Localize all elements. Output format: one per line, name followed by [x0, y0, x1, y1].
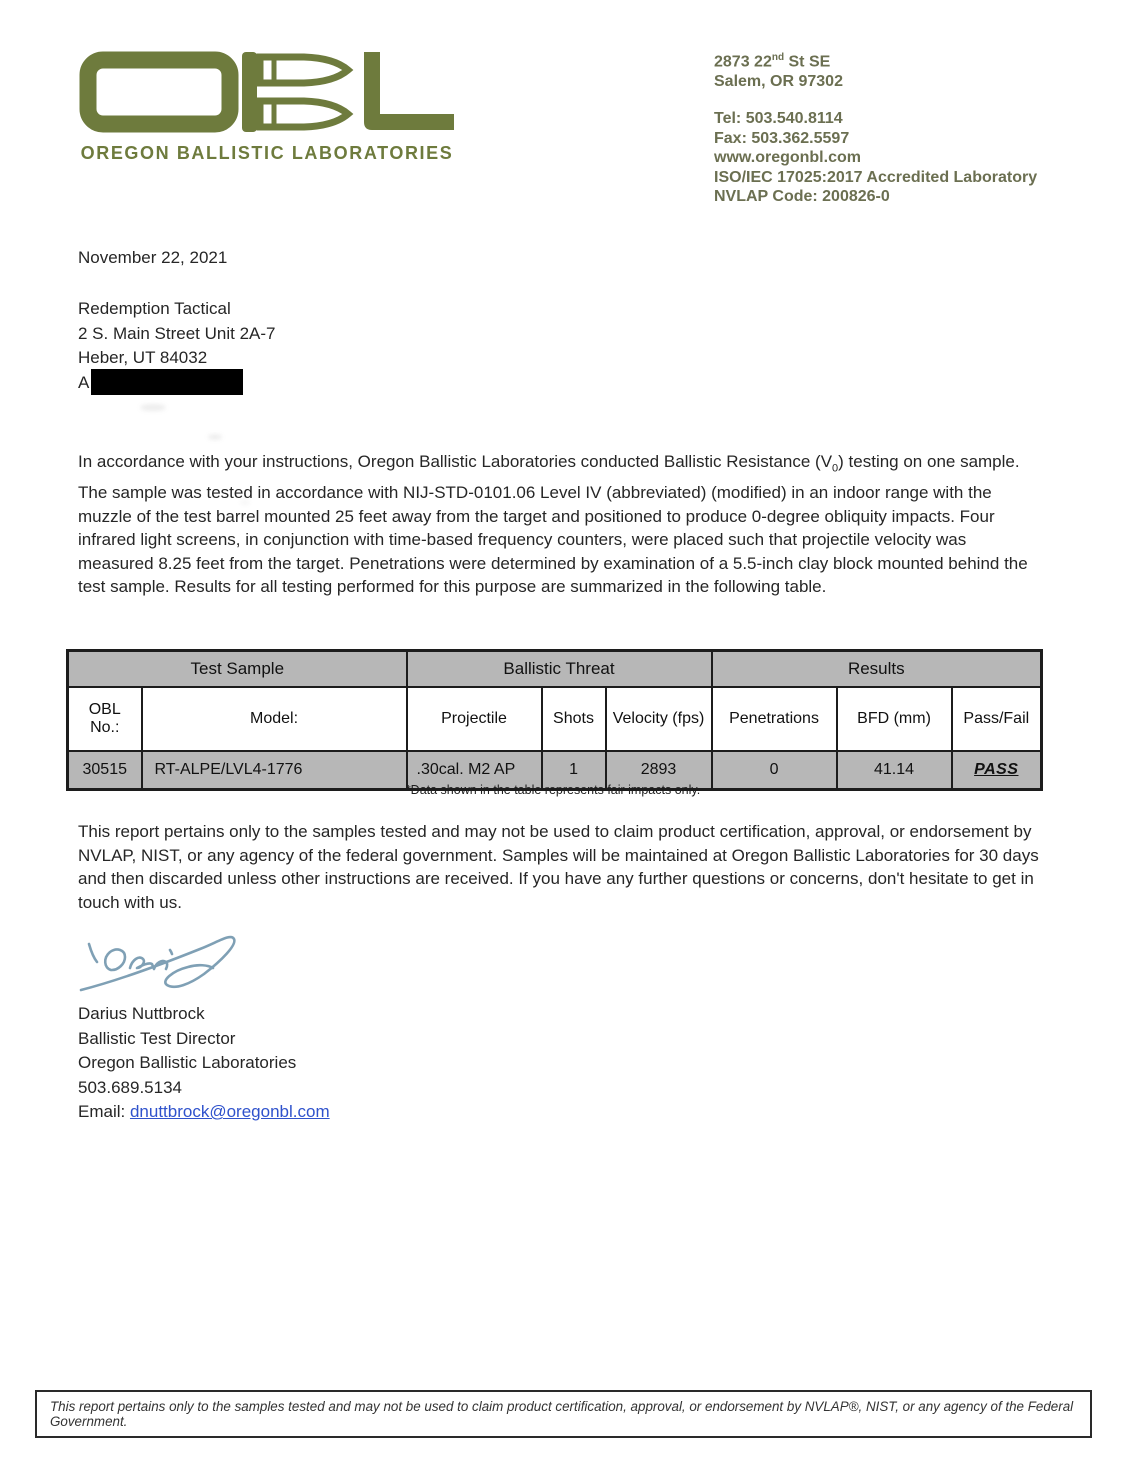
scan-smudge: [140, 404, 166, 411]
letterhead-fax: Fax: 503.362.5597: [714, 129, 850, 147]
table-footnote: *Data shown in the table represents fair impacts only.: [405, 783, 701, 797]
recipient-redacted-line: A: [78, 371, 275, 396]
recipient-block: [78, 297, 275, 395]
col-header-obl-no: OBL No.:: [68, 687, 142, 751]
col-header-projectile: Projectile: [407, 687, 542, 751]
cell-penetrations: 0: [712, 751, 837, 790]
recipient-address1: 2 S. Main Street Unit 2A-7: [78, 323, 276, 343]
obl-logo: [78, 50, 456, 164]
letterhead-contact: [714, 48, 1094, 207]
cell-velocity: 2893: [606, 751, 712, 790]
cell-shots: 1: [542, 751, 606, 790]
table-group-header-row: [68, 651, 1042, 688]
signatory-email-line: [78, 1100, 330, 1125]
letterhead-nvlap-code: NVLAP Code: 200826-0: [714, 188, 890, 206]
logo-tagline: OREGON BALLISTIC LABORATORIES: [80, 143, 454, 163]
col-header-model: Model:: [142, 687, 407, 751]
footer-disclaimer-text: This report pertains only to the samples tested and may not be used to claim product certification, approval, or endorsement by NVLAP®, NIST, or any agency of the Federal Government.: [50, 1399, 1074, 1429]
footer-disclaimer-box: [35, 1390, 1092, 1438]
obl-logo-icon: [78, 50, 456, 134]
paragraph-method: The sample was tested in accordance with NIJ-STD-0101.06 Level IV (abbreviated) (modified) in an indoor range with the muzzle of the test barrel mounted 25 feet away from the target and positioned to produce 0-degree obliquity impacts. Four infrared light screens, in conjunction with time-based frequency counters, were placed such that projectile velocity was measured 8.25 feet from the target. Penetrations were determined by examination of a 5.5-inch clay block mounted behind the test sample. Results for all testing performed for this purpose are summarized in the following table.: [78, 482, 1028, 597]
col-header-penetrations: Penetrations: [712, 687, 837, 751]
intro-paragraphs: [78, 450, 1045, 599]
paragraph-intro: In accordance with your instructions, Oregon Ballistic Laboratories conducted Ballistic Resistance $(V_0)$ testing on one sample.: [78, 452, 1020, 475]
cell-bfd: 41.14: [837, 751, 952, 790]
signatory-phone: 503.689.5134: [78, 1077, 182, 1097]
cell-model: RT-ALPE/LVL4-1776: [142, 751, 407, 790]
col-header-bfd: BFD (mm): [837, 687, 952, 751]
letterhead-tel: Tel: 503.540.8114: [714, 110, 843, 128]
col-header-shots: Shots: [542, 687, 606, 751]
email-label: Email:: [78, 1102, 130, 1121]
col-header-velocity: Velocity (fps): [606, 687, 712, 751]
recipient-address2: Heber, UT 84032: [78, 348, 208, 367]
group-header-results: Results: [712, 651, 1042, 688]
letterhead-address-line1: 2873 22nd St SE: [714, 52, 831, 71]
email-link[interactable]: dnuttbrock@oregonbl.com: [129, 1102, 330, 1121]
recipient-name: Redemption Tactical: [78, 299, 231, 318]
cell-pass-fail: PASS: [952, 751, 1042, 790]
signatory-company: Oregon Ballistic Laboratories: [78, 1053, 297, 1072]
letterhead-iso-accreditation: ISO/IEC 17025:2017 Accredited Laboratory: [714, 168, 1038, 186]
table-column-header-row: [68, 687, 1042, 751]
report-date: November 22, 2021: [78, 248, 228, 267]
cell-projectile: .30cal. M2 AP: [407, 751, 542, 790]
redaction-box: [91, 369, 243, 395]
closing-paragraph: [78, 820, 1045, 914]
cell-obl-no: 30515: [68, 751, 142, 790]
group-header-test-sample: Test Sample: [68, 651, 407, 688]
results-table: [66, 649, 1043, 791]
scan-smudge: [208, 434, 222, 440]
col-header-pass-fail: Pass/Fail: [952, 687, 1042, 751]
signature-image: [78, 926, 248, 1004]
signatory-title: Ballistic Test Director: [78, 1028, 236, 1048]
signatory-name: Darius Nuttbrock: [78, 1004, 205, 1023]
letterhead-address-line2: Salem, OR 97302: [714, 72, 843, 90]
signatory-block: [78, 1002, 330, 1125]
group-header-ballistic-threat: Ballistic Threat: [407, 651, 712, 688]
letterhead-website: www.oregonbl.com: [714, 149, 861, 167]
paragraph-disclaimer: This report pertains only to the samples tested and may not be used to claim product certification, approval, or endorsement by NVLAP, NIST, or any agency of the federal government. Samples will be maintained at Oregon Ballistic Laboratories for 30 days and then discarded unless other instructions are received. If you have any further questions or concerns, don't hesitate to get in touch with us.: [78, 822, 1039, 912]
